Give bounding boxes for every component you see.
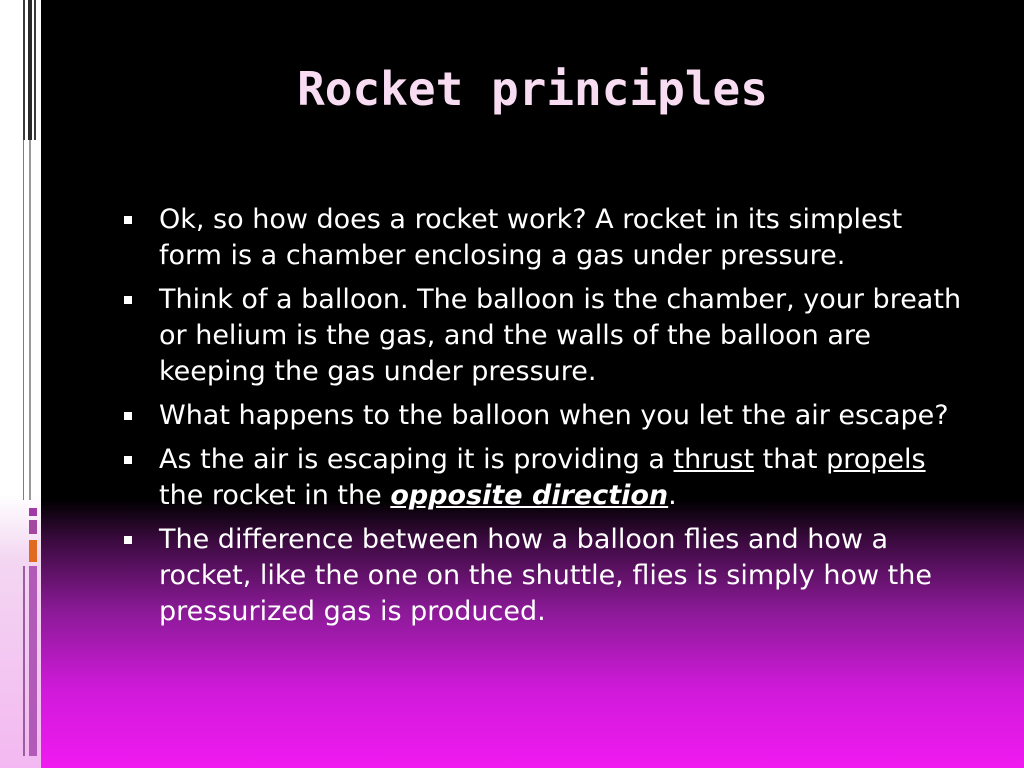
decor-bar [23,566,25,756]
square-bullet-icon [124,216,132,224]
bullet-item [122,202,962,274]
decor-bar [29,520,37,534]
square-bullet-icon [124,536,132,544]
bullet-list [122,202,962,638]
bullet-text: Ok, so how does a rocket work? A rocket in its simplest form is a chamber enclosing a gas under pressure. [159,204,903,271]
propels-term: propels [826,444,926,475]
bullet-text: Think of a balloon. The balloon is the chamber, your breath or helium is the gas, and the walls of the balloon are keeping the gas under pressure. [159,284,962,387]
decor-bar [28,0,32,140]
decor-bar [29,140,31,500]
bullet-text: As the air is escaping it is providing a [159,444,674,475]
decor-bar [29,508,37,516]
decor-bar [29,540,37,562]
decor-bar [29,566,37,756]
slide-title: Rocket principles [297,62,768,116]
bullet-item [122,398,962,434]
opposite-direction-term: opposite direction [390,480,669,511]
bullet-text: The difference between how a balloon flies and how a rocket, like the one on the shuttle, flies is simply how the pressurized gas is produced. [159,524,932,627]
decor-bar [23,140,24,500]
left-decorative-strip [0,0,41,768]
bullet-text: that [754,444,827,475]
square-bullet-icon [124,296,132,304]
thrust-term: thrust [673,444,755,475]
bullet-text: . [668,480,677,511]
square-bullet-icon [124,412,132,420]
bullet-item [122,522,962,630]
bullet-text: What happens to the balloon when you let the air escape? [159,400,949,431]
square-bullet-icon [124,456,132,464]
decor-bar [23,0,25,140]
bullet-item [122,282,962,390]
bullet-item [122,442,962,514]
decor-bar [34,0,36,140]
bullet-text: the rocket in the [159,480,391,511]
